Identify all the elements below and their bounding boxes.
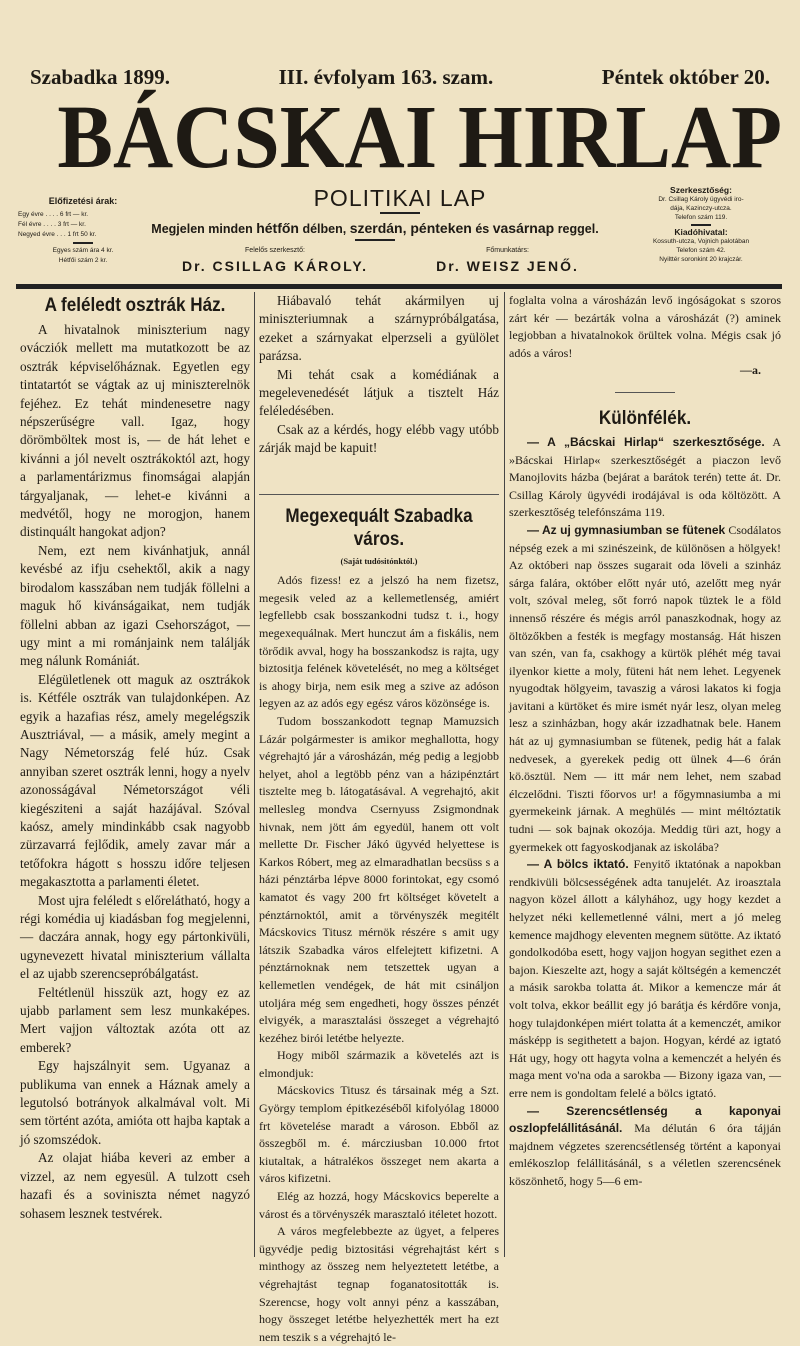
paragraph: foglalta volna a városházán levő ingóságokat s szoros zárt kér — bezárták volna a városházát (?) aminek legjobban a hivatalnokok örültek volna. Mégis csak jó adós a város!	[509, 293, 781, 360]
prices-heading: Előfizetési árak:	[48, 196, 118, 206]
paragraph: Mácskovics Titusz és társainak még a Szt. György templom épitkezéséből kifolyólag 18000 frt követelése maradt a városon. Ebből az összegből m. é. márcziusban 10.000 frtot kiutaltak, a hátralékos összeget nem akarta a város kifizetni.	[259, 1083, 499, 1186]
paragraph: Nem, ezt nem kivánhatjuk, annál kevésbé az ifju csehektől, akik a nagy birodalom kasszában nem tudják föllelni a maguk hő kivánságaikat, nem tudják föllelni abban az igazi Csehországot, — ugy mint a mi románjaink nem találják meg nálunk Romániát.	[20, 542, 250, 669]
news-item	[509, 522, 781, 856]
item-text: Fenyitő iktatónak a napokban rendkivüli bölcsességének adta tanujelét. Az iroasztala nagyon közel állott a kályhához, ugy hogy kezdet a helyzet néki kellemetlenné válni, mert a jó meleg kemence majdhogy eleventen megnem sütötte. Az iktató gondolkodóba esett, hogy vajjon hogyan segithet ezen a bajon. Kieszelte azt, hogy a saját költségén a kemenczét a másik sarokba tolatta át. Mikor a kemencze már át volt tolva, ekkor beállit egy jó barátja és kérdőre vonja, hogy tulajdonképen miért tolatta át a kemenczét, amikor másképp is segithetett a bajon. Hogyan, kérdé az igtató Hát ugy, hogy ott hagyta volna a kemenczét a helyén és maga ment vo'na oda a sarokba — Bizony igaza van, — erre nem is gondoltam felelé a bölcs igtató.	[509, 857, 781, 1100]
office-line: Kossuth-utcza, Vojnich palotában	[652, 238, 750, 245]
issue-date: Péntek október 20.	[601, 65, 770, 89]
office-heading: Szerkesztőség:	[670, 185, 732, 195]
price-row: Fél évre . . . . 3 frt — kr.	[18, 221, 86, 228]
paragraph: Csak az a kérdés, hogy elébb vagy utóbb zárják majd be kapuit!	[259, 421, 499, 456]
byline: (Saját tudósitónktól.)	[340, 555, 418, 566]
paragraph: Elég az hozzá, hogy Mácskovics beperelte a várost és a törvényszék marasztaló itéletet hozott.	[259, 1189, 499, 1221]
coeditor-block	[415, 246, 600, 275]
schedule-day: szerdán, pénteken	[349, 220, 472, 236]
schedule-text: reggel.	[557, 222, 599, 236]
editor-name: Dr. CSILLAG KÁROLY.	[181, 258, 369, 274]
schedule-text: délben,	[302, 222, 347, 236]
paragraph: Egy hajszálnyit sem. Ugyanaz a publikuma van ennek a Háznak amely a legutolsó botrányok alkalmával volt. Mi sem történt azóta, amióta ott hajba kaptak a jó szomszédok.	[20, 1058, 250, 1147]
divider	[259, 494, 499, 495]
column-divider	[504, 292, 505, 1257]
office-line: Telefon szám 119.	[674, 214, 728, 221]
office-line: Dr. Csillag Károly ügyvédi iro-	[658, 196, 744, 203]
column-2	[259, 292, 499, 1346]
column-3	[509, 292, 781, 1191]
divider	[73, 242, 93, 244]
news-item	[509, 856, 781, 1102]
divider	[691, 224, 711, 226]
item-text: A »Bácskai Hirlap« szerkesztőségét a piaczon levő Manojlovits házba (bejárat a barátok terén) tette át. Dr. Csillag Károly ügyvédi irodájával is oda költözött. A szerkesztőség telefónszáma 119.	[509, 434, 782, 520]
subtitle-text: POLITIKAI LAP	[313, 185, 487, 211]
publication-schedule	[150, 220, 600, 243]
office-line: dája, Kazinczy-utcza.	[670, 205, 732, 212]
office-line: Telefon szám 42.	[676, 247, 726, 254]
paragraph: A hivatalnok miniszterium nagy ovácziók mellett ma mutatkozott be az osztrák képviselőháznak. Egyetlen egy tintatartót se vágtak az uj miniszterelnök fejéhez. Ez tehát mindenesetre nagy népszerűségre vall. Igaz, hogy dörömböltek most is, — de hát lehet e kivánni a jól nevelt osztrákoktól azt, hogy a parlamentárizmus finomságai alapján tárgyaljanak, — lehet-e kivánni a medvétől, hogy ne morogjon, hanem distinquált hangokat adjon?	[20, 322, 250, 540]
editor-block	[150, 246, 400, 275]
coeditor-role: Főmunkatárs:	[486, 247, 529, 254]
paragraph: Adós fizess! ez a jelszó ha nem fizetsz, megesik veled az a kellemetlenség, amiért legfellebb csak bosszankodni tudsz t. i., hogy megexequálnak. Mert hunczut ám a fiskális, nem törődik avval, hogy ha bosszankodsz is rajta, ugy biztositja felének követelését, no meg a költséget is ahogy birja, nem esik meg a szive az adóson legyen az az adós egy egész város közönsége is.	[259, 573, 499, 711]
column-divider	[254, 292, 255, 1257]
office-line: Nyilttér soronkint 20 krajczár.	[659, 256, 743, 263]
section-title: Különfélék.	[598, 407, 692, 429]
header-rule	[16, 284, 782, 289]
divider	[615, 392, 675, 393]
paragraph: A város megfelebbezte az ügyet, a felperes ügyvédje pedig biztositási végrehajtást kért s minthogy az összeg nem helyeztetett letétbe, a végrehajtást tegnap foganatositották is. Szerencse, hogy volt annyi pénz a kasszában, hogy összeget letétbe helyezhették mert ha ezt nem teszik s a végrehajtó le-	[259, 1224, 499, 1344]
paragraph: Mi tehát csak a komédiának a megelevenedését látjuk a tisztelt Ház feléledésében.	[259, 366, 499, 419]
place-year: Szabadka 1899.	[30, 65, 171, 89]
divider	[355, 239, 395, 241]
schedule-day: vasárnap	[492, 220, 555, 236]
paragraph: Az olajat hiába keveri az ember a vizzel, az nem egyesül. A tulzott cseh hazafi és a soviniszta német nagyzó sohasem lesznek testvérek.	[20, 1150, 250, 1221]
paragraph: Elégületlenek ott maguk az osztrákok is. Kétféle osztrák van tulajdonképen. Az egyik a hazafias rész, amely megelégszik Ausztriával, — a másik, amely megint a Nagy Németország felé húz. Csak annyiban szeret osztrák lenni, hogy a nyelv azonosságával Németországot véli kiegésziteni a saját hazájával. Szóval kaósz, amely mindinkább csak nagyobb zürzavarrá fejlődik, amely zavar már a tetőfokra hágott s hosszu időre teljesen megakasztotta a parlamenti életet.	[20, 671, 250, 890]
masthead-title: BÁCSKAI HIRLAP	[57, 88, 783, 187]
article-title: Megexequált Szabadka város.	[285, 505, 473, 550]
signature: —a.	[740, 363, 761, 378]
editor-role: Felelős szerkesztő:	[245, 247, 305, 254]
price-row: Negyed évre . . . 1 frt 50 kr.	[18, 231, 97, 238]
paragraph: Most ujra feléledt s előrelátható, hogy a régi komédia uj kiadásban fog megjelenni, — daczára annak, hogy egy pártonkivüli, ugynevezett hivatal miniszterium vállalta el az ujabb szerencsepróbálgatást.	[20, 892, 250, 982]
office-heading: Kiadóhivatal:	[674, 227, 728, 237]
volume-number: III. évfolyam 163. szam.	[278, 65, 494, 89]
paragraph: Tudom bosszankodott tegnap Mamuzsich Lázár polgármester is amikor meghallotta, hogy végrehajtó jár a városházán, még pedig a legjobb helyet, ahol a legtöbb pénz van a házipénztárt tisztelte meg b. látogatásával. A vegrehajtó, akit mellesleg mondva Csernyuss Zsigmondnak hivnak, nem jött ám egyedül, hanem ott volt mellette Dr. Fischer Jákó ügyvéd helyettese is Karkos Róbert, meg az elmaradhatlan becsüss s a házi pénztárba lépve 8000 forintokat, egy csomó kamatot és vagy 200 frt költséget követelt a pénztárnoktól, amit a törvényszék megitélt Mácskovics Titusz mérnök részére s amit ugy látszik Szabadka város elfelejtett kifizetni. A pénztárnoknak nem tetszettek ugyan a kellemetlen vendégek, de hát mit csináljon utoljára még sem engedheti, hogy összes pénzét elvigyék, a marasztalási összeget a végrehajtó kezéhez birói letétbe helyezte.	[259, 714, 499, 1045]
item-lead: — A „Bácskai Hirlap“ szerkesztősége.	[527, 434, 765, 449]
price-row: Egy évre . . . . 6 frt — kr.	[18, 211, 89, 218]
paragraph: Hiábavaló tehát akármilyen uj miniszteriumnak a szárnypróbálgatása, ezeket a szárnyakat elperzseli a gyülölet parázsa.	[259, 293, 499, 364]
item-lead: — Szerencsétlenség a kaponyai oszlopfelállitásánál.	[509, 1103, 781, 1136]
masthead-subtitle	[260, 186, 540, 216]
schedule-day: hétfőn	[256, 220, 299, 236]
single-price: Egyes szám ára 4 kr.	[52, 247, 114, 254]
item-text: Ma délután 6 óra tájján majdnem végzetes szerencsétlenség történt a kaponyai emlékoszlop felállitásánál, s a véletlen szerencsének köszönhető, hogy 5—6 em-	[509, 1121, 782, 1188]
schedule-line	[150, 220, 600, 237]
paragraph: Hogy miből származik a követelés azt is elmondjuk:	[259, 1048, 499, 1080]
item-lead: — Az uj gymnasiumban se fütenek	[527, 522, 726, 537]
subscription-prices	[18, 196, 148, 266]
schedule-text: és	[475, 222, 490, 236]
news-item	[509, 434, 781, 522]
dateline	[30, 64, 770, 90]
paragraph: Feltétlenül hisszük azt, hogy ez az ujabb parlament sem lesz munkaképes. Mert vajjon változtak azóta ott az emberek?	[20, 984, 250, 1055]
item-lead: — A bölcs iktató.	[527, 857, 629, 872]
column-1	[20, 292, 250, 1223]
editorial-office	[612, 186, 790, 264]
item-text: Csodálatos népség ezek a mi szinészeink, de különösen a hölgyek! Az októberi nap összes sugarait oda löveli a szinház sárga falára, október előtt nyár utó, azelőtt meg nyár volt, szóval meleg, sőt forró napok tüztek le a föld innenső részére és mégis arról panaszkodnak, hogy az öltözőkben a festék is megfagy mostanság. Hát hiszen van szén, van fa, csakhogy a kürtök pléhét még tavai ilyenkor kiette a moly, füteni hát nem lehet. Legyenek nyugodtak hölgyeim, tavaszig a városi lakatos ki fogja javitani a kürtöket és mire ismét nyár lesz, olyan meleg lesz a szinházban, hogy akár izzadhatnak bele. Hanem hát az uj gymnasiumban se fütenek, pedig hát a falak nedvesek, a gyerekek pedig ott ülnek 4—6 órán kö.ösztül. Nem — itt már nem lehet, nem szabad élczelődni. Tiszti főorvos ur! a főgymnasiumba a mi gyermekeink járnak. A meghülés — mint méltóztatik tudni — sok bajnak okozója. Meddig türi azt, hogy a gyermekek ott fagyoskodjanak az iskolába?	[509, 522, 781, 854]
coeditor-name: Dr. WEISZ JENŐ.	[436, 258, 579, 274]
divider	[380, 212, 420, 214]
monday-price: Hétfői szám 2 kr.	[58, 257, 108, 264]
news-item	[509, 1103, 781, 1191]
schedule-text: Megjelen minden	[151, 222, 253, 236]
article-title: A feléledt osztrák Ház.	[44, 295, 226, 316]
